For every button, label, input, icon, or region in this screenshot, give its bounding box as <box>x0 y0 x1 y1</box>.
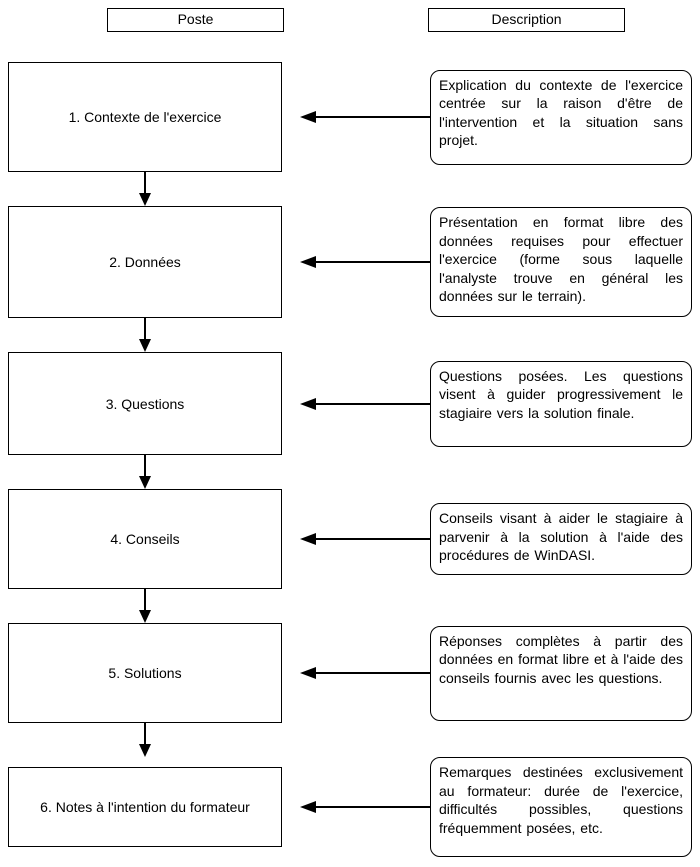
flow-row-1 <box>8 62 692 172</box>
poste-label-4: 4. Conseils <box>110 531 180 547</box>
flow-row-2 <box>8 206 692 318</box>
flow-row-5 <box>8 623 692 723</box>
poste-box-5 <box>8 623 282 723</box>
description-box-6: Remarques destinées exclusivement au formateur: durée de l'exercice, difficultés possibles, questions fréquemment posées, etc. <box>430 757 692 857</box>
poste-label-2: 2. Données <box>109 254 181 270</box>
arrow-left-icon <box>300 533 430 545</box>
arrow-left-icon <box>300 256 430 268</box>
poste-box-6 <box>8 767 282 847</box>
column-headers <box>8 8 692 32</box>
poste-box-2 <box>8 206 282 318</box>
description-box-1: Explication du contexte de l'exercice centrée sur la raison d'être de l'intervention et la situation sans projet. <box>430 70 692 165</box>
description-box-4: Conseils visant à aider le stagiaire à parvenir à la solution à l'aide des procédures de WinDASI. <box>430 503 692 575</box>
description-box-5: Réponses complètes à partir des données en format libre et à l'aide des conseils fournis avec les questions. <box>430 626 692 721</box>
arrow-left-icon <box>300 801 430 813</box>
flow-row-3 <box>8 352 692 455</box>
poste-box-4 <box>8 489 282 589</box>
poste-box-1 <box>8 62 282 172</box>
arrow-down-icon <box>8 589 692 623</box>
arrow-down-icon <box>8 172 692 206</box>
poste-label-3: 3. Questions <box>105 395 185 412</box>
description-box-3: Questions posées. Les questions visent à guider progressivement le stagiaire vers la solution finale. <box>430 361 692 447</box>
arrow-left-icon <box>300 111 430 123</box>
poste-label-5: 5. Solutions <box>108 665 182 681</box>
arrow-down-icon <box>8 318 692 352</box>
poste-box-3 <box>8 352 282 455</box>
arrow-left-icon <box>300 667 430 679</box>
arrow-left-icon <box>300 398 430 410</box>
arrow-down-icon <box>8 455 692 489</box>
flow-row-6 <box>8 757 692 857</box>
poste-label-6: 6. Notes à l'intention du formateur <box>40 799 250 815</box>
arrow-down-icon <box>8 723 692 757</box>
flow-row-4 <box>8 489 692 589</box>
description-column-header: Description <box>428 8 625 32</box>
poste-column-header: Poste <box>107 8 284 32</box>
description-box-2: Présentation en format libre des données requises pour effectuer l'exercice (forme sous laquelle l'analyste trouve en général les données sur le terrain). <box>430 207 692 317</box>
poste-label-1: 1. Contexte de l'exercice <box>68 109 222 125</box>
